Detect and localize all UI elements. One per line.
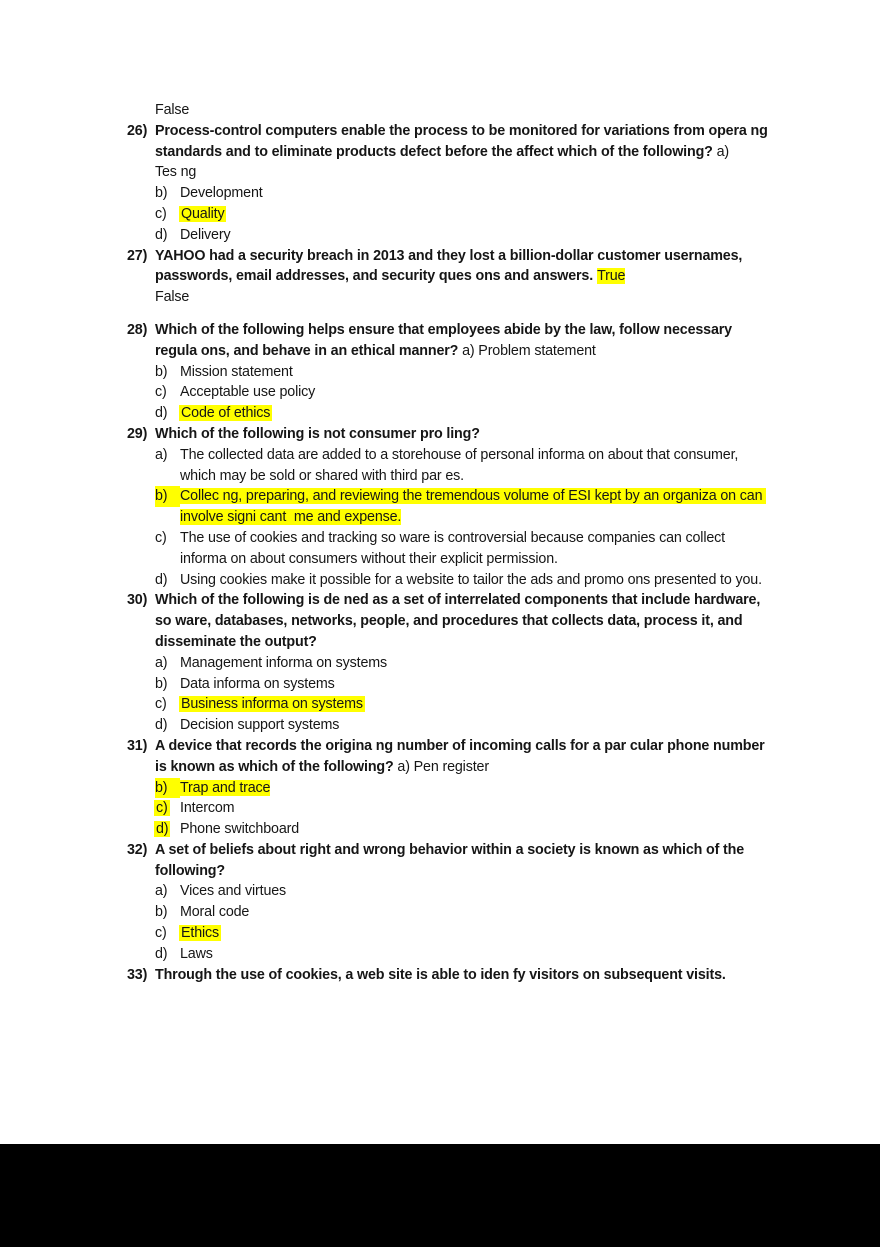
question-31-stem-line	[155, 736, 769, 778]
option-label: a)	[155, 654, 168, 671]
option-text: The collected data are added to a storehouse of personal informa on about that consumer, which may be sold or shared with third par es.	[180, 446, 743, 484]
question-31-option-c	[155, 798, 769, 819]
option-label: c)	[155, 384, 167, 401]
question-32-number: 32)	[127, 841, 148, 858]
question-28-option-c	[155, 382, 769, 403]
question-29-option-d	[155, 570, 769, 591]
option-label: b)	[155, 185, 168, 202]
question-28-number: 28)	[127, 321, 148, 338]
paragraph-gap	[127, 308, 769, 320]
option-text-highlighted	[180, 204, 769, 225]
option-text-highlighted	[180, 694, 769, 715]
option-label: b)	[155, 675, 168, 692]
option-text-highlighted	[180, 486, 769, 528]
question-29-stem: Which of the following is not consumer pro ling?	[155, 425, 480, 442]
option-text: Delivery	[180, 226, 231, 243]
question-30-option-a	[155, 653, 769, 674]
option-label-highlighted: b)	[155, 778, 180, 799]
question-29-option-a	[155, 445, 769, 487]
intro-line: False	[155, 102, 190, 118]
question-30	[127, 590, 769, 736]
question-26-stem: Process-control computers enable the process to be monitored for variations from opera ng standards and to eliminate products defect before the affect which of the following?	[155, 122, 772, 160]
question-27-false-line: False	[155, 289, 190, 306]
option-text: Intercom	[180, 800, 235, 817]
answer-highlight: Business informa on systems	[181, 696, 363, 713]
answer-highlight: Collec ng, preparing, and reviewing the tremendous volume of ESI kept by an organiza on can involve signi cant me and expense.	[180, 488, 767, 526]
option-label-highlighted	[155, 819, 180, 840]
option-label-highlighted: b)	[155, 486, 180, 507]
question-28	[127, 320, 769, 424]
question-27-stem-line	[155, 246, 769, 288]
option-label: d)	[155, 945, 168, 962]
question-30-option-b	[155, 674, 769, 695]
option-text: The use of cookies and tracking so ware is controversial because companies can collect informa on about consumers without their explicit permission.	[180, 529, 729, 567]
question-27-number: 27)	[127, 247, 148, 264]
option-label: a)	[155, 446, 168, 463]
quiz-content	[127, 100, 772, 985]
answer-highlight: Trap and trace	[180, 779, 271, 796]
question-33	[127, 965, 769, 986]
option-text: Decision support systems	[180, 717, 340, 734]
question-31	[127, 736, 769, 840]
option-label: b)	[155, 363, 168, 380]
option-text: Data informa on systems	[180, 675, 335, 692]
intro-line-row	[127, 100, 769, 121]
question-32-stem-line	[155, 840, 769, 882]
answer-highlight: Ethics	[181, 925, 220, 942]
question-32-stem: A set of beliefs about right and wrong behavior within a society is known as which of the following?	[155, 841, 748, 879]
question-28-option-a: a) Problem statement	[458, 342, 596, 359]
question-32-option-a	[155, 881, 769, 902]
question-29-number: 29)	[127, 425, 148, 442]
question-29-option-b	[155, 486, 769, 528]
option-text-highlighted	[180, 923, 769, 944]
question-30-option-d	[155, 715, 769, 736]
option-text: Acceptable use policy	[180, 384, 316, 401]
question-28-stem: Which of the following helps ensure that employees abide by the law, follow necessary regula ons, and behave in an ethical manner?	[155, 321, 736, 359]
option-label: a)	[155, 883, 168, 900]
answer-highlight: Code of ethics	[181, 405, 271, 422]
question-30-option-c	[155, 694, 769, 715]
option-label: d)	[155, 571, 168, 588]
question-28-stem-line	[155, 320, 769, 362]
question-31-option-b	[155, 778, 769, 799]
question-30-stem: Which of the following is de ned as a set of interrelated components that include hardware, so ware, databases, networks, people, and procedures that collects data, process it, and disseminate the output?	[155, 592, 765, 650]
question-26	[127, 121, 772, 246]
option-label: c)	[155, 696, 167, 713]
question-33-number: 33)	[127, 966, 148, 983]
option-text: Laws	[180, 945, 213, 962]
option-text-highlighted	[180, 778, 769, 799]
question-31-option-a: a) Pen register	[393, 758, 489, 775]
option-label: d)	[155, 405, 168, 422]
question-32	[127, 840, 769, 965]
option-text: Vices and virtues	[180, 883, 287, 900]
option-label: d)	[155, 717, 168, 734]
option-text: Mission statement	[180, 363, 293, 380]
question-26-option-c	[155, 204, 769, 225]
question-26-option-a-text: Tes ng	[155, 164, 197, 181]
option-label: c)	[155, 529, 167, 546]
answer-highlight: True	[597, 268, 626, 285]
question-30-number: 30)	[127, 592, 148, 609]
option-text: Development	[180, 185, 263, 202]
option-text-highlighted	[180, 403, 769, 424]
option-label: b)	[155, 904, 168, 921]
question-31-option-d	[155, 819, 769, 840]
option-label: c)	[155, 925, 167, 942]
option-text: Using cookies make it possible for a website to tailor the ads and promo ons presented to you.	[180, 571, 762, 588]
label-highlight: c)	[156, 800, 168, 817]
question-29-option-c	[155, 528, 769, 570]
question-32-option-d	[155, 944, 769, 965]
question-29	[127, 424, 769, 590]
question-30-stem-line	[155, 590, 769, 652]
option-text: Moral code	[180, 904, 250, 921]
question-26-option-b	[155, 183, 769, 204]
label-highlight: d)	[156, 821, 169, 838]
question-31-number: 31)	[127, 737, 148, 754]
question-32-option-c	[155, 923, 769, 944]
option-label-highlighted	[155, 798, 180, 819]
question-33-stem: Through the use of cookies, a web site is able to iden fy visitors on subsequent visits.	[155, 966, 726, 983]
question-26-number: 26)	[127, 122, 148, 139]
answer-highlight: Quality	[181, 205, 225, 222]
option-text: Management informa on systems	[180, 654, 388, 671]
question-27	[127, 246, 769, 308]
bottom-black-bar	[0, 1144, 880, 1247]
question-33-stem-line	[155, 965, 769, 986]
question-26-option-a-label: a)	[712, 143, 729, 160]
question-27-stem: YAHOO had a security breach in 2013 and they lost a billion-dollar customer usernames, passwords, email addresses, and security ques ons and answers.	[155, 247, 747, 285]
question-32-option-b	[155, 902, 769, 923]
question-26-option-d	[155, 225, 769, 246]
question-29-stem-line	[155, 424, 769, 445]
question-28-option-b	[155, 362, 769, 383]
question-28-option-d	[155, 403, 769, 424]
option-label: d)	[155, 226, 168, 243]
option-label: c)	[155, 205, 167, 222]
option-text: Phone switchboard	[180, 821, 300, 838]
question-31-stem: A device that records the origina ng number of incoming calls for a par cular phone number is known as which of the following?	[155, 737, 769, 775]
question-26-stem-line	[155, 121, 772, 163]
